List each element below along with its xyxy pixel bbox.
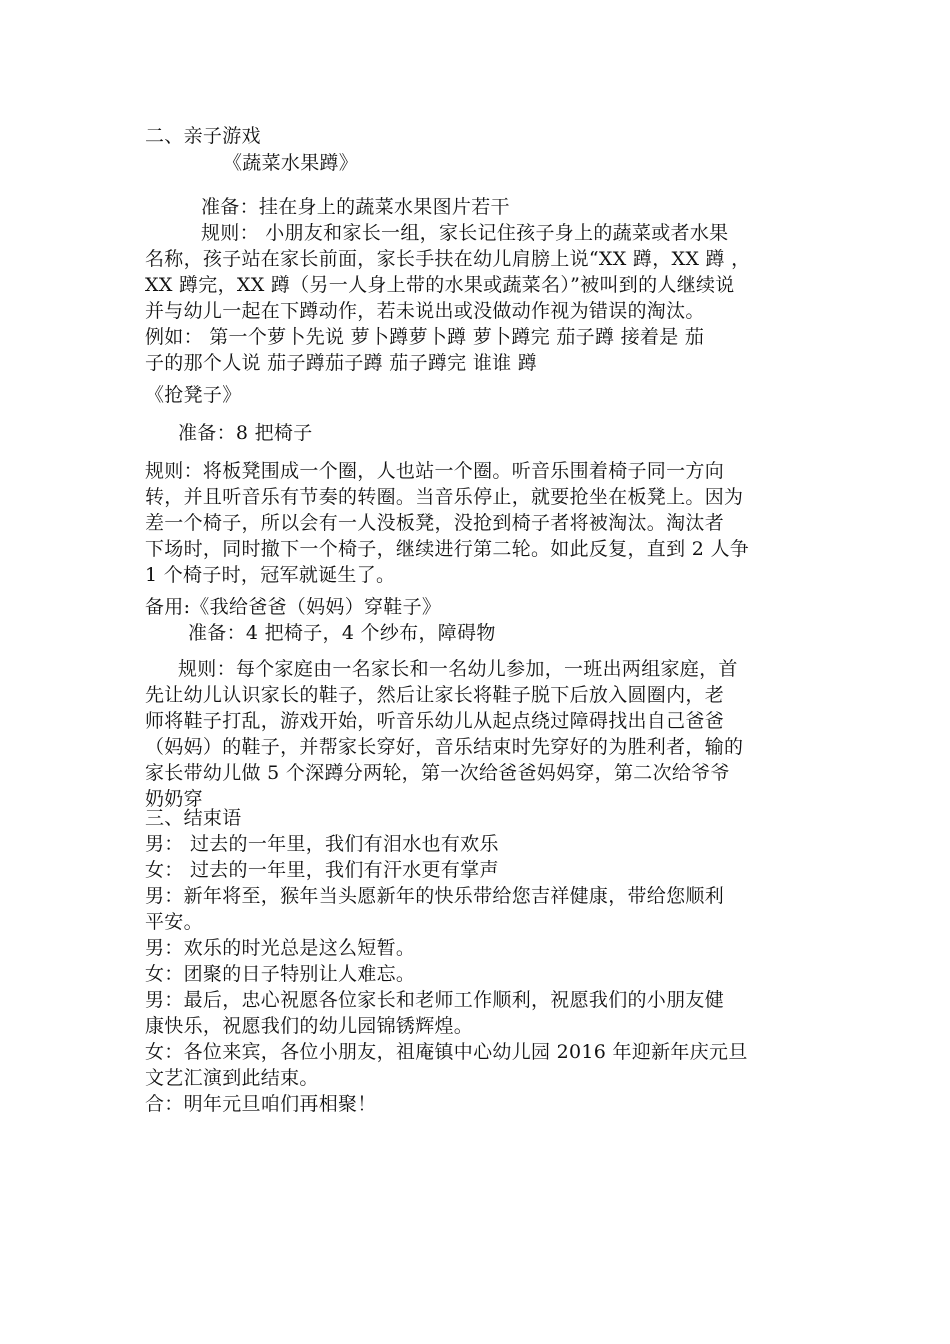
closing-line: 男： 过去的一年里，我们有泪水也有欢乐 [145,833,499,855]
game1-rules-line: 规则： 小朋友和家长一组，家长记住孩子身上的蔬菜或者水果 [201,222,729,244]
game2-prep: 准备：8 把椅子 [178,422,313,444]
closing-line: 女：各位来宾，各位小朋友，祖庵镇中心幼儿园 2016 年迎新年庆元旦 [145,1041,748,1063]
closing-line: 女：团聚的日子特别让人难忘。 [145,963,416,985]
game2-title: 《抢凳子》 [145,384,242,406]
game3-rules-line: 规则：每个家庭由一名家长和一名幼儿参加，一班出两组家庭，首 [178,658,738,680]
closing-line: 合：明年元旦咱们再相聚！ [145,1093,377,1115]
closing-line: 女： 过去的一年里，我们有汗水更有掌声 [145,859,499,881]
game2-rules-line: 差一个椅子，所以会有一人没板凳，没抢到椅子者将被淘汰。淘汰者 [145,512,725,534]
game1-rules-line: 名称，孩子站在家长前面，家长手扶在幼儿肩膀上说“XX 蹲，XX 蹲 ， [145,248,751,270]
closing-line: 男：新年将至，猴年当头愿新年的快乐带给您吉祥健康，带给您顺利 [145,885,725,907]
game3-rules-line: 先让幼儿认识家长的鞋子，然后让家长将鞋子脱下后放入圆圈内，老 [145,684,725,706]
game1-title: 《蔬菜水果蹲》 [223,152,359,174]
game3-rules-line: 家长带幼儿做 5 个深蹲分两轮，第一次给爸爸妈妈穿，第二次给爷爷 [145,762,730,784]
game1-example-line: 子的那个人说 茄子蹲茄子蹲 茄子蹲完 谁谁 蹲 [145,352,538,374]
closing-line: 平安。 [145,911,203,933]
closing-line: 康快乐，祝愿我们的幼儿园锦锈辉煌。 [145,1015,474,1037]
game2-rules-line: 1 个椅子时，冠军就诞生了。 [145,564,396,586]
closing-line: 男：最后，忠心祝愿各位家长和老师工作顺利，祝愿我们的小朋友健 [145,989,725,1011]
game3-prep: 准备：4 把椅子，4 个纱布，障碍物 [188,622,496,644]
game3-rules-line: （妈妈）的鞋子，并帮家长穿好，音乐结束时先穿好的为胜利者，输的 [145,736,744,758]
game2-rules-line: 转，并且听音乐有节奏的转圈。当音乐停止，就要抢坐在板凳上。因为 [145,486,744,508]
game2-rules-line: 下场时，同时撤下一个椅子，继续进行第二轮。如此反复，直到 2 人争 [145,538,750,560]
game3-rules-line: 奶奶穿 [145,788,203,810]
closing-line: 文艺汇演到此结束。 [145,1067,319,1089]
game3-title: 备用:《我给爸爸（妈妈）穿鞋子》 [145,596,442,618]
game1-rules-line: XX 蹲完，XX 蹲（另一人身上带的水果或蔬菜名）”被叫到的人继续说 [145,274,735,296]
closing-line: 男：欢乐的时光总是这么短暂。 [145,937,416,959]
game1-example-line: 例如： 第一个萝卜先说 萝卜蹲萝卜蹲 萝卜蹲完 茄子蹲 接着是 茄 [145,326,705,348]
game2-rules-line: 规则：将板凳围成一个圈，人也站一个圈。听音乐围着椅子同一方向 [145,460,725,482]
section-heading-games: 二、亲子游戏 [145,125,261,147]
game1-rules-line: 并与幼儿一起在下蹲动作，若未说出或没做动作视为错误的淘汰。 [145,300,705,322]
game3-rules-line: 师将鞋子打乱，游戏开始，听音乐幼儿从起点绕过障碍找出自己爸爸 [145,710,725,732]
section-heading-closing: 三、结束语 [145,807,242,829]
game1-prep: 准备：挂在身上的蔬菜水果图片若干 [201,196,510,218]
